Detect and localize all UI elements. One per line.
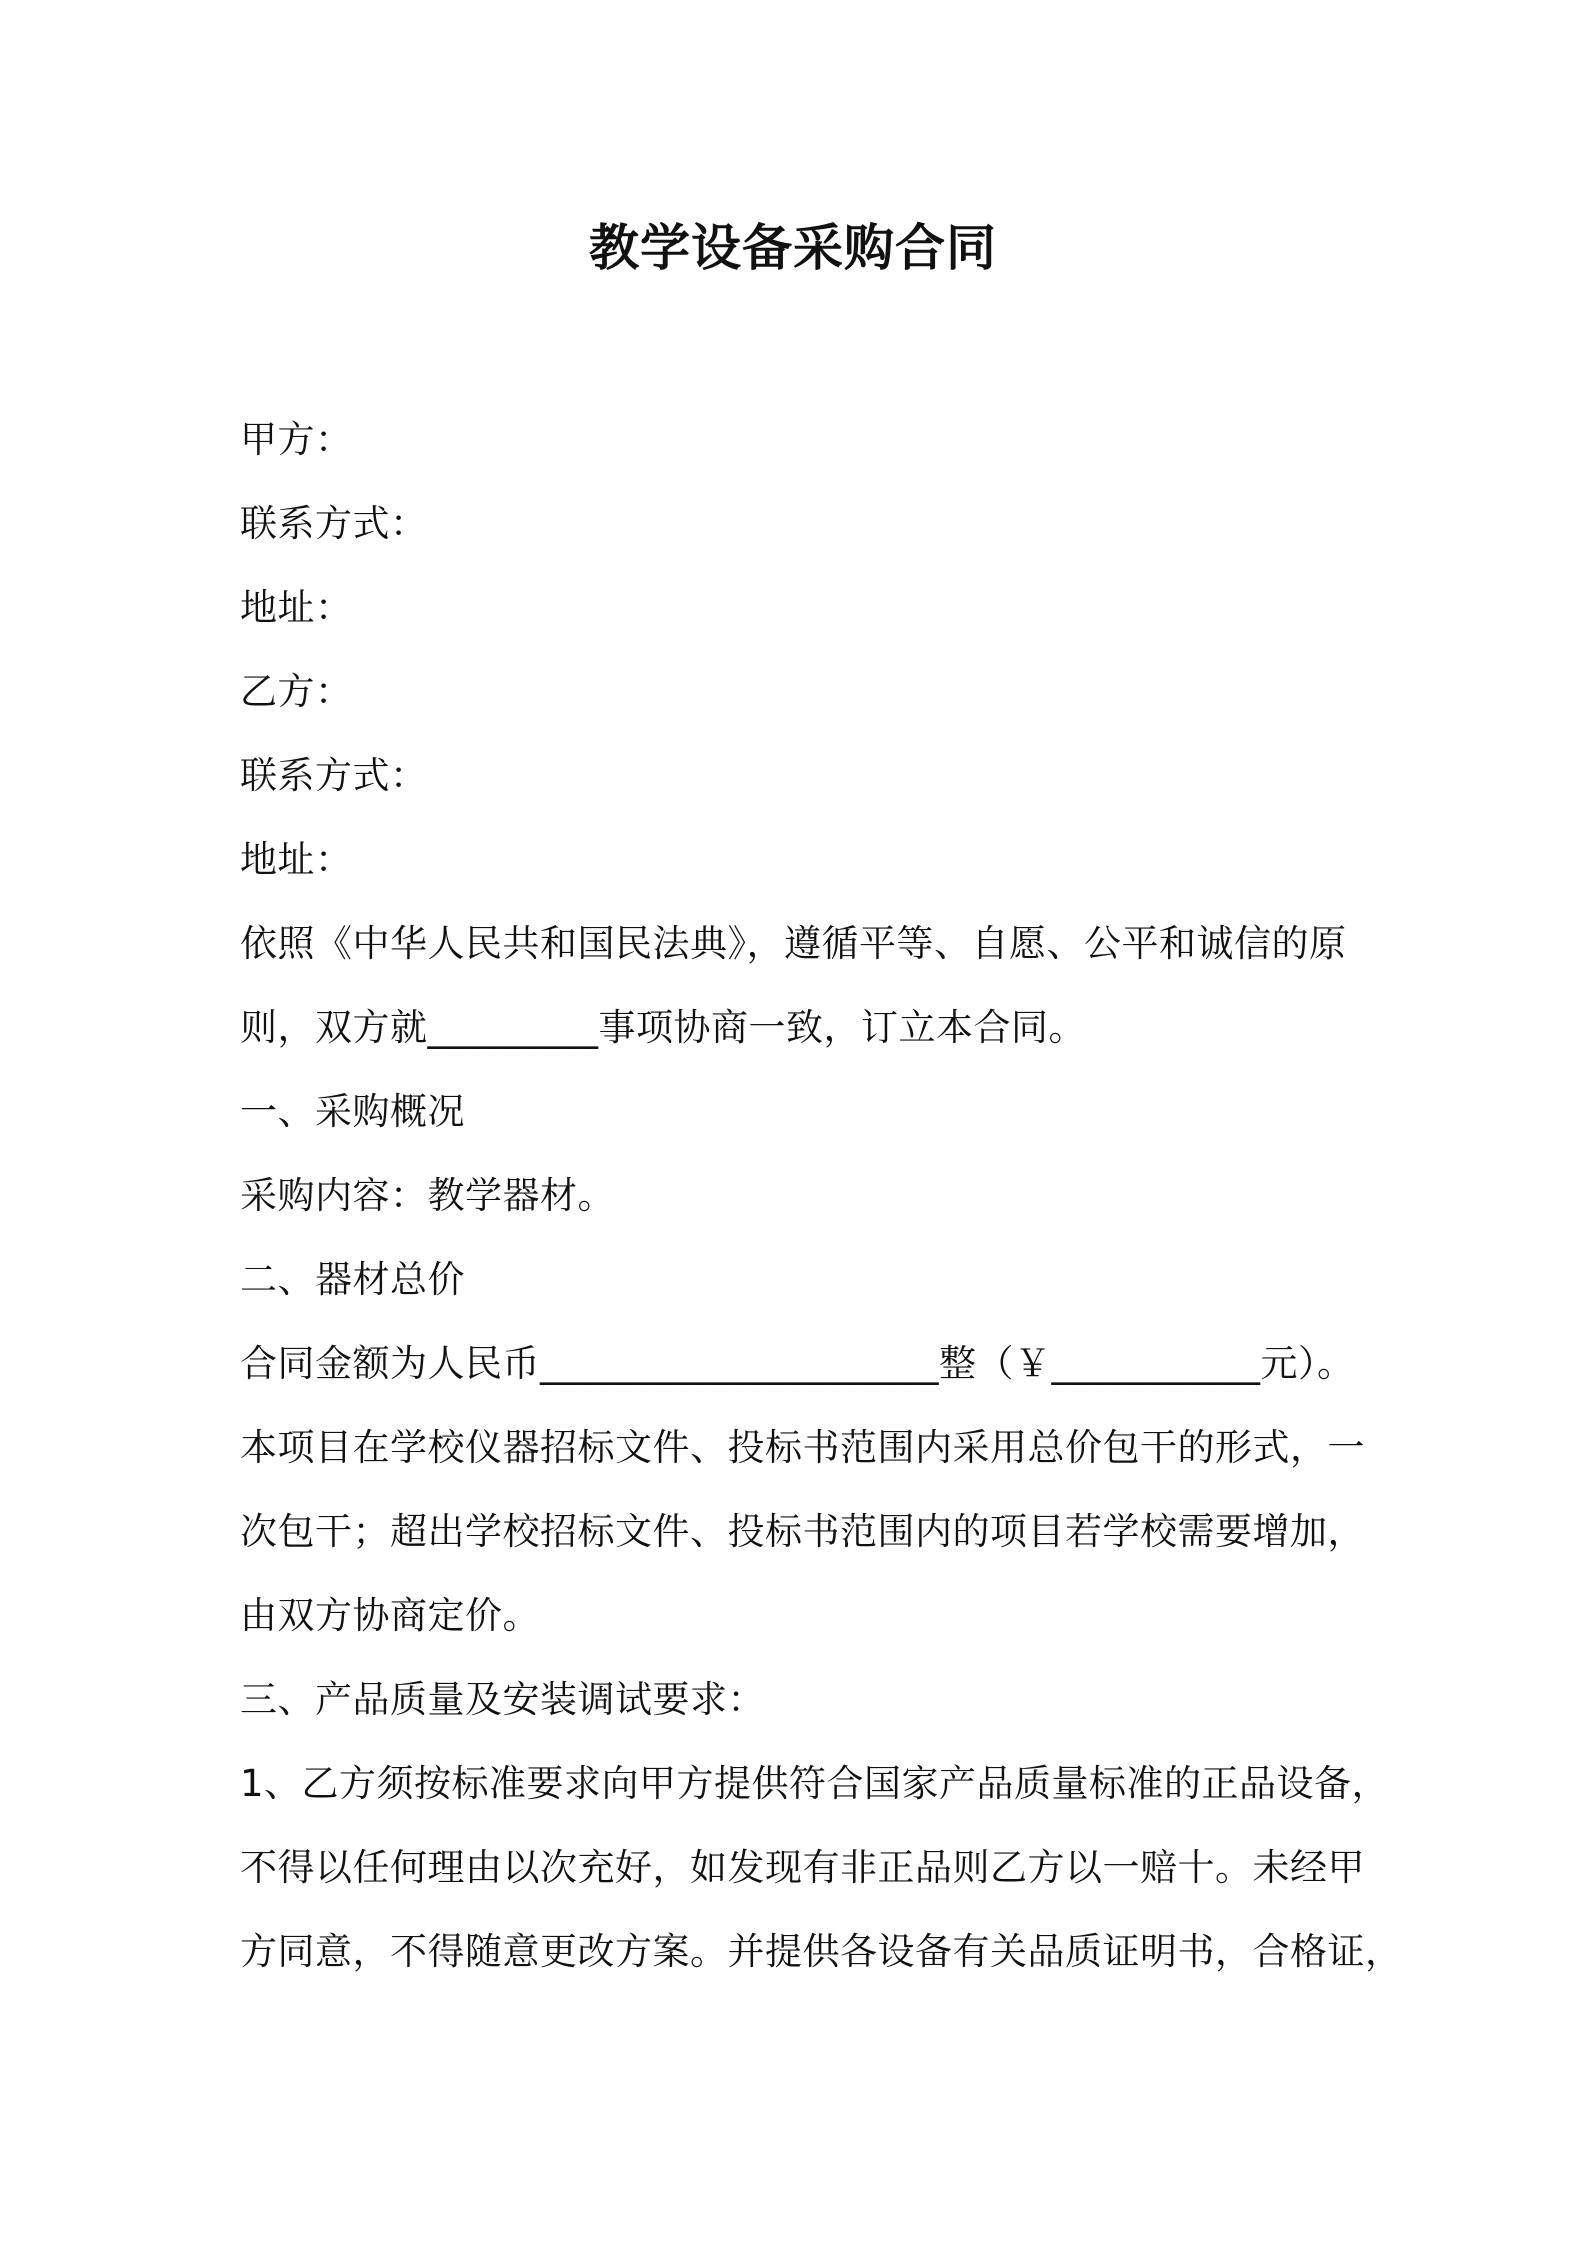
party-b-address-label: 地址： (240, 838, 353, 881)
paragraph-line: 采购内容：教学器材。 (240, 1174, 615, 1217)
section-heading: 三、产品质量及安装调试要求： (240, 1678, 765, 1721)
paragraph-line: 合同金额为人民币_____________________整（￥___________元）。 (240, 1342, 1355, 1385)
document-title: 教学设备采购合同 (589, 219, 997, 277)
paragraph-line: 由双方协商定价。 (240, 1594, 540, 1637)
preamble-line: 依照《中华人民共和国民法典》，遵循平等、自愿、公平和诚信的原 (240, 922, 1347, 965)
paragraph-line: 次包干；超出学校招标文件、投标书范围内的项目若学校需要增加， (240, 1510, 1365, 1553)
party-a-address-label: 地址： (240, 586, 353, 629)
paragraph-line: 不得以任何理由以次充好，如发现有非正品则乙方以一赔十。未经甲 (240, 1846, 1365, 1889)
section-heading: 一、采购概况 (240, 1090, 465, 1133)
party-a-contact-label: 联系方式： (240, 502, 428, 545)
section-heading: 二、器材总价 (240, 1258, 465, 1301)
paragraph-line: 1、乙方须按标准要求向甲方提供符合国家产品质量标准的正品设备， (240, 1762, 1390, 1805)
preamble-line: 则，双方就_________事项协商一致，订立本合同。 (240, 1006, 1086, 1049)
document-body (240, 398, 1403, 1994)
paragraph-line: 本项目在学校仪器招标文件、投标书范围内采用总价包干的形式，一 (240, 1426, 1365, 1469)
party-a-label: 甲方： (240, 418, 353, 461)
party-b-label: 乙方： (240, 670, 353, 713)
party-b-contact-label: 联系方式： (240, 754, 428, 797)
paragraph-line: 方同意，不得随意更改方案。并提供各设备有关品质证明书，合格证， (240, 1930, 1403, 1973)
